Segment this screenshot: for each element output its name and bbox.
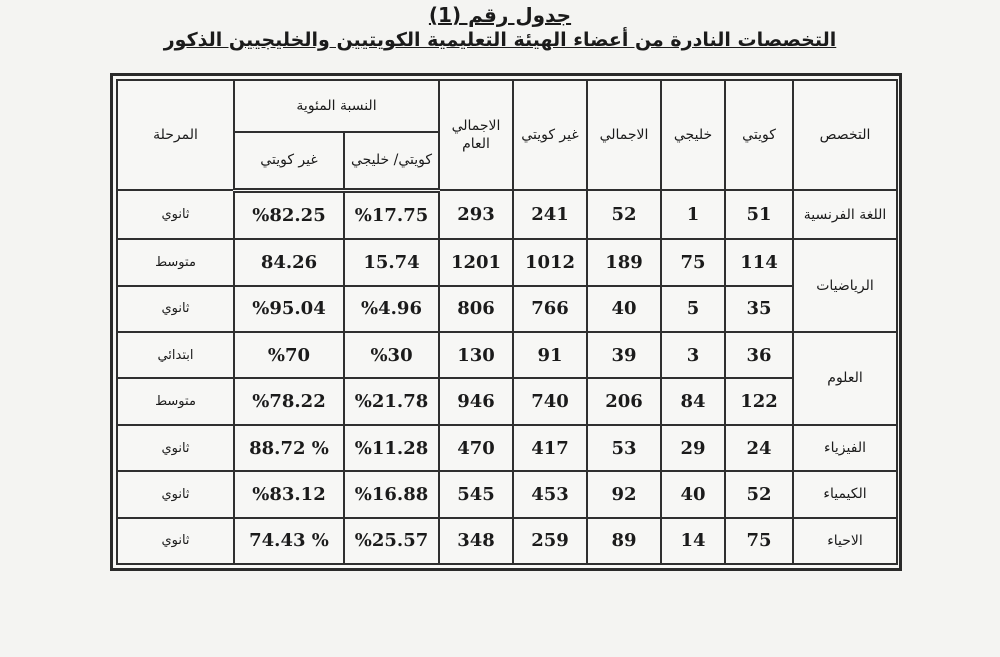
table-row: [117, 286, 897, 332]
table-frame: [110, 73, 902, 571]
cell-grand-total: 946: [439, 378, 513, 424]
cell-non-kuwaiti: 740: [513, 378, 587, 424]
cell-stage: ثانوي: [117, 425, 234, 471]
cell-non-kuwaiti: 1012: [513, 239, 587, 285]
cell-total: 52: [587, 190, 661, 239]
cell-pct-kuwaiti-gulf: %4.96: [344, 286, 439, 332]
cell-pct-kuwaiti-gulf: %16.88: [344, 471, 439, 517]
cell-kuwaiti: 35: [725, 286, 793, 332]
cell-pct-kuwaiti-gulf: %30: [344, 332, 439, 378]
header-specialty: التخصص: [793, 80, 897, 190]
table-row: [117, 471, 897, 517]
cell-non-kuwaiti: 766: [513, 286, 587, 332]
cell-specialty: الرياضيات: [793, 239, 897, 332]
table-row: [117, 425, 897, 471]
cell-stage: متوسط: [117, 378, 234, 424]
cell-total: 53: [587, 425, 661, 471]
table-subtitle: التخصصات النادرة من أعضاء الهيئة التعليمية الكويتيين والخليجيين الذكور: [163, 29, 837, 51]
header-percentage: النسبة المئوية: [234, 80, 439, 132]
cell-gulf: 84: [661, 378, 725, 424]
cell-pct-kuwaiti-gulf: %25.57: [344, 518, 439, 564]
cell-pct-non-kuwaiti: %70: [234, 332, 344, 378]
cell-gulf: 40: [661, 471, 725, 517]
header-pct-non-kuwaiti: غير كويتي: [234, 132, 344, 190]
cell-kuwaiti: 75: [725, 518, 793, 564]
cell-grand-total: 545: [439, 471, 513, 517]
cell-gulf: 1: [661, 190, 725, 239]
table-row: [117, 239, 897, 285]
cell-stage: ثانوي: [117, 471, 234, 517]
cell-kuwaiti: 36: [725, 332, 793, 378]
header-pct-kuwaiti-gulf: كويتي/ خليجي: [344, 132, 439, 190]
cell-stage: متوسط: [117, 239, 234, 285]
table-row: [117, 518, 897, 564]
table-row: [117, 378, 897, 424]
cell-pct-non-kuwaiti: %83.12: [234, 471, 344, 517]
cell-stage: ثانوي: [117, 518, 234, 564]
cell-total: 92: [587, 471, 661, 517]
cell-pct-kuwaiti-gulf: 15.74: [344, 239, 439, 285]
table-row: [117, 332, 897, 378]
header-non-kuwaiti: غير كويتي: [513, 80, 587, 190]
cell-gulf: 5: [661, 286, 725, 332]
cell-specialty: الفيزياء: [793, 425, 897, 471]
cell-grand-total: 130: [439, 332, 513, 378]
cell-kuwaiti: 52: [725, 471, 793, 517]
cell-total: 189: [587, 239, 661, 285]
cell-grand-total: 1201: [439, 239, 513, 285]
header-gulf: خليجي: [661, 80, 725, 190]
cell-gulf: 75: [661, 239, 725, 285]
cell-pct-non-kuwaiti: % 88.72: [234, 425, 344, 471]
header-stage: المرحلة: [117, 80, 234, 190]
cell-total: 40: [587, 286, 661, 332]
cell-grand-total: 470: [439, 425, 513, 471]
cell-pct-non-kuwaiti: 84.26: [234, 239, 344, 285]
cell-stage: ابتدائي: [117, 332, 234, 378]
cell-specialty: الاحياء: [793, 518, 897, 564]
cell-pct-kuwaiti-gulf: %17.75: [344, 190, 439, 239]
cell-total: 206: [587, 378, 661, 424]
cell-grand-total: 293: [439, 190, 513, 239]
cell-non-kuwaiti: 417: [513, 425, 587, 471]
cell-pct-non-kuwaiti: %78.22: [234, 378, 344, 424]
cell-pct-non-kuwaiti: %82.25: [234, 190, 344, 239]
cell-kuwaiti: 24: [725, 425, 793, 471]
cell-non-kuwaiti: 453: [513, 471, 587, 517]
header-kuwaiti: كويتي: [725, 80, 793, 190]
cell-stage: ثانوي: [117, 190, 234, 239]
cell-gulf: 14: [661, 518, 725, 564]
cell-kuwaiti: 114: [725, 239, 793, 285]
cell-stage: ثانوي: [117, 286, 234, 332]
cell-specialty: الكيمياء: [793, 471, 897, 517]
cell-grand-total: 806: [439, 286, 513, 332]
page-header: [0, 2, 1000, 52]
cell-total: 89: [587, 518, 661, 564]
table-title: جدول رقم (1): [428, 3, 572, 27]
rare-specialties-table: [116, 79, 898, 565]
cell-non-kuwaiti: 241: [513, 190, 587, 239]
table-row: [117, 190, 897, 239]
cell-pct-non-kuwaiti: %95.04: [234, 286, 344, 332]
cell-total: 39: [587, 332, 661, 378]
header-grand-total: الاجمالي العام: [439, 80, 513, 190]
cell-grand-total: 348: [439, 518, 513, 564]
cell-kuwaiti: 122: [725, 378, 793, 424]
cell-specialty: العلوم: [793, 332, 897, 425]
cell-gulf: 3: [661, 332, 725, 378]
cell-specialty: اللغة الفرنسية: [793, 190, 897, 239]
cell-non-kuwaiti: 259: [513, 518, 587, 564]
cell-kuwaiti: 51: [725, 190, 793, 239]
cell-non-kuwaiti: 91: [513, 332, 587, 378]
cell-pct-non-kuwaiti: % 74.43: [234, 518, 344, 564]
cell-gulf: 29: [661, 425, 725, 471]
header-total: الاجمالي: [587, 80, 661, 190]
cell-pct-kuwaiti-gulf: %11.28: [344, 425, 439, 471]
cell-pct-kuwaiti-gulf: %21.78: [344, 378, 439, 424]
